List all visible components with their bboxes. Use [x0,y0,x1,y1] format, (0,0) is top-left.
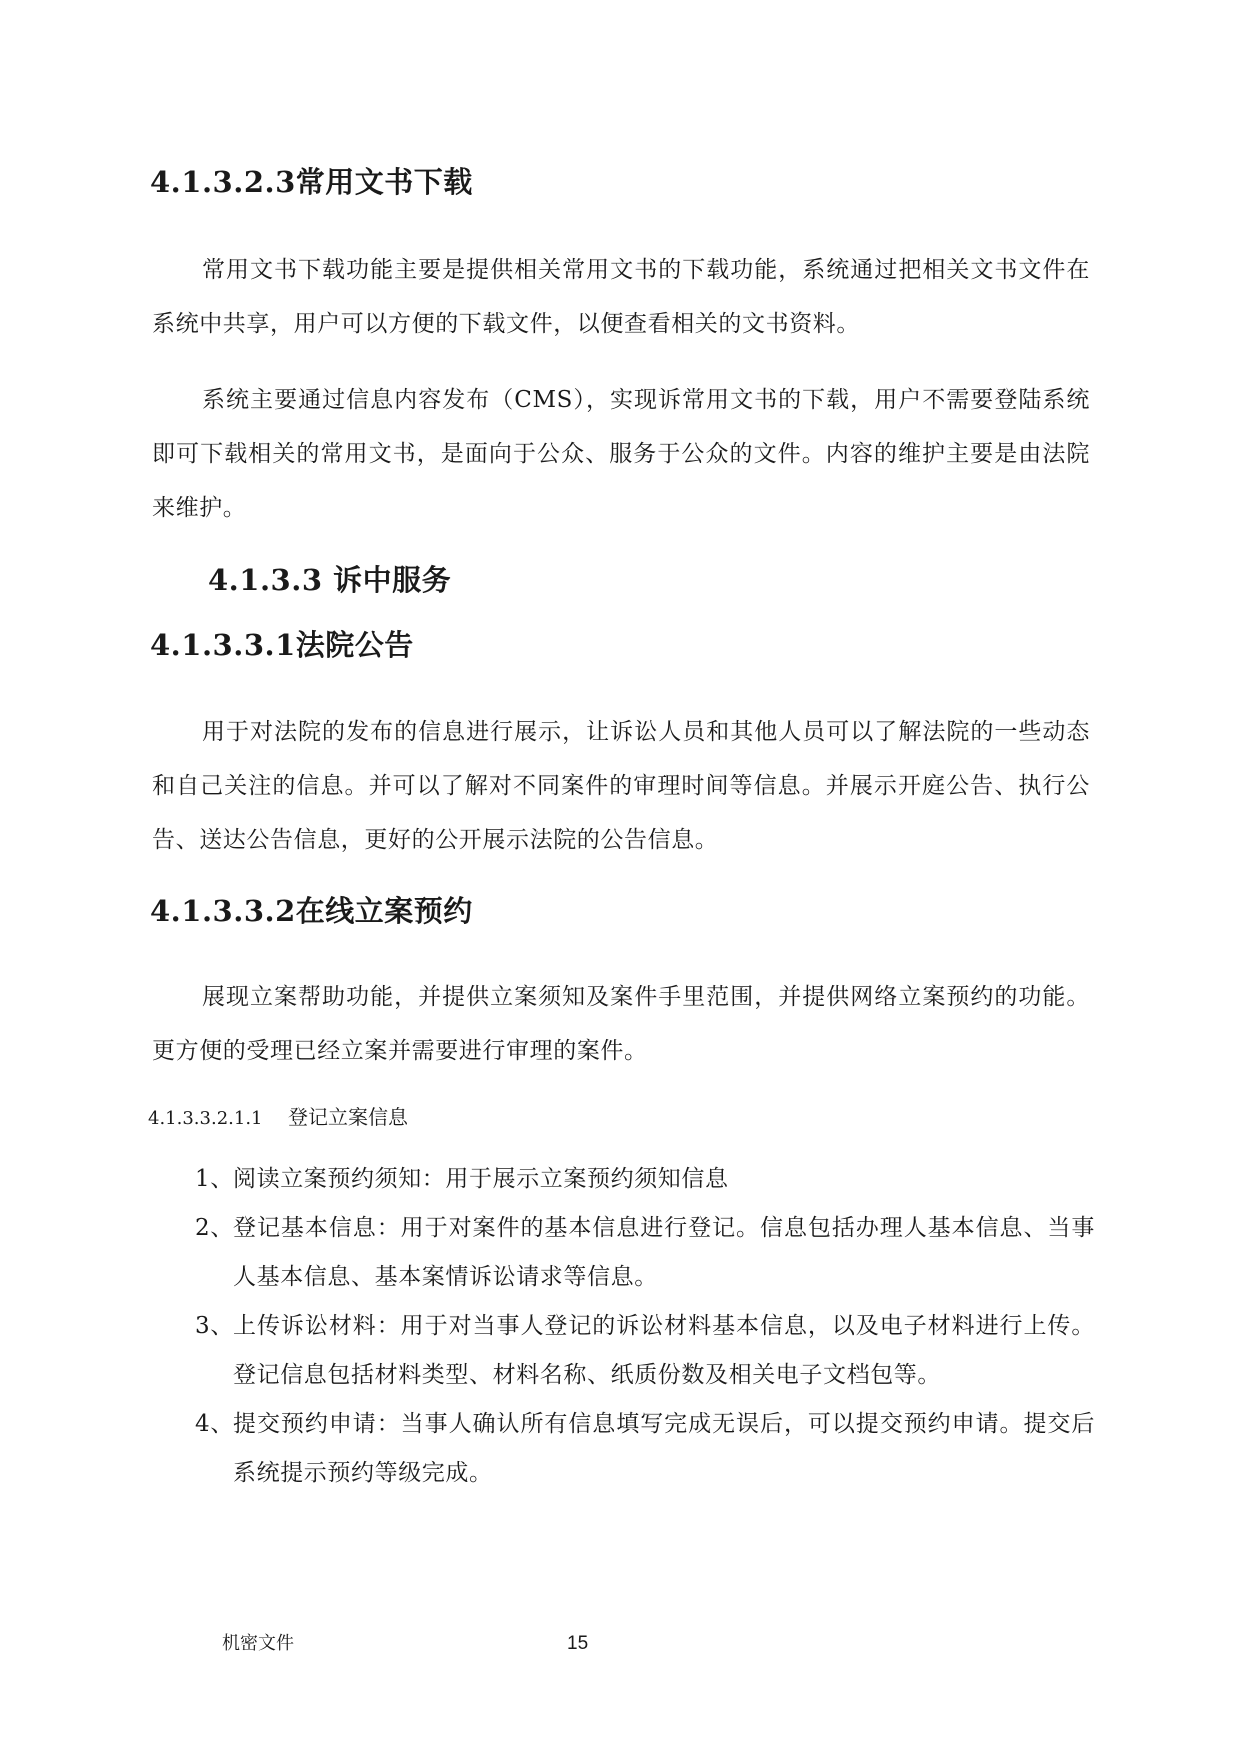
section-heading-common-documents: 4.1.3.2.3常用文书下载 [150,165,473,199]
subsection-number: 4.1.3.3.2.1.1 [148,1108,263,1129]
list-item [195,1302,1095,1400]
list-marker: 1、 [195,1166,234,1192]
paragraph-common-documents-cms: 系统主要通过信息内容发布（CMS），实现诉常用文书的下载，用户不需要登陆系统即可下载相关的常用文书，是面向于公众、服务于公众的文件。内容的维护主要是由法院来维护。 [152,387,1090,521]
list-item [195,1155,1095,1204]
paragraph-court-announcement: 用于对法院的发布的信息进行展示，让诉讼人员和其他人员可以了解法院的一些动态和自己关注的信息。并可以了解对不同案件的审理时间等信息。并展示开庭公告、执行公告、送达公告信息，更好的公开展示法院的公告信息。 [152,719,1090,853]
section-heading-in-litigation-service: 4.1.3.3 诉中服务 [208,563,452,597]
list-item-text: 登记基本信息：用于对案件的基本信息进行登记。信息包括办理人基本信息、当事人基本信息、基本案情诉讼请求等信息。 [233,1215,1095,1290]
filing-steps-list [195,1155,1095,1498]
section-heading-court-announcement: 4.1.3.3.1法院公告 [150,628,414,662]
list-item-text: 阅读立案预约须知：用于展示立案预约须知信息 [233,1166,729,1192]
subsection-heading-register-filing-info [148,1102,408,1134]
list-item-text: 提交预约申请：当事人确认所有信息填写完成无误后，可以提交预约申请。提交后系统提示预约等级完成。 [233,1411,1095,1486]
paragraph-online-filing-appointment: 展现立案帮助功能，并提供立案须知及案件手里范围，并提供网络立案预约的功能。更方便的受理已经立案并需要进行审理的案件。 [152,984,1090,1064]
section-heading-online-filing-appointment: 4.1.3.3.2在线立案预约 [150,894,473,928]
paragraph-common-documents-intro: 常用文书下载功能主要是提供相关常用文书的下载功能，系统通过把相关文书文件在系统中共享，用户可以方便的下载文件，以便查看相关的文书资料。 [152,257,1090,337]
list-marker: 4、 [195,1411,234,1437]
footer-confidential-label: 机密文件 [222,1633,294,1654]
list-marker: 3、 [195,1313,234,1339]
list-item [195,1400,1095,1498]
list-item [195,1204,1095,1302]
list-item-text: 上传诉讼材料：用于对当事人登记的诉讼材料基本信息，以及电子材料进行上传。登记信息包括材料类型、材料名称、纸质份数及相关电子文档包等。 [233,1313,1095,1388]
subsection-title: 登记立案信息 [288,1105,408,1129]
footer-page-number: 15 [567,1633,589,1654]
list-marker: 2、 [195,1215,234,1241]
